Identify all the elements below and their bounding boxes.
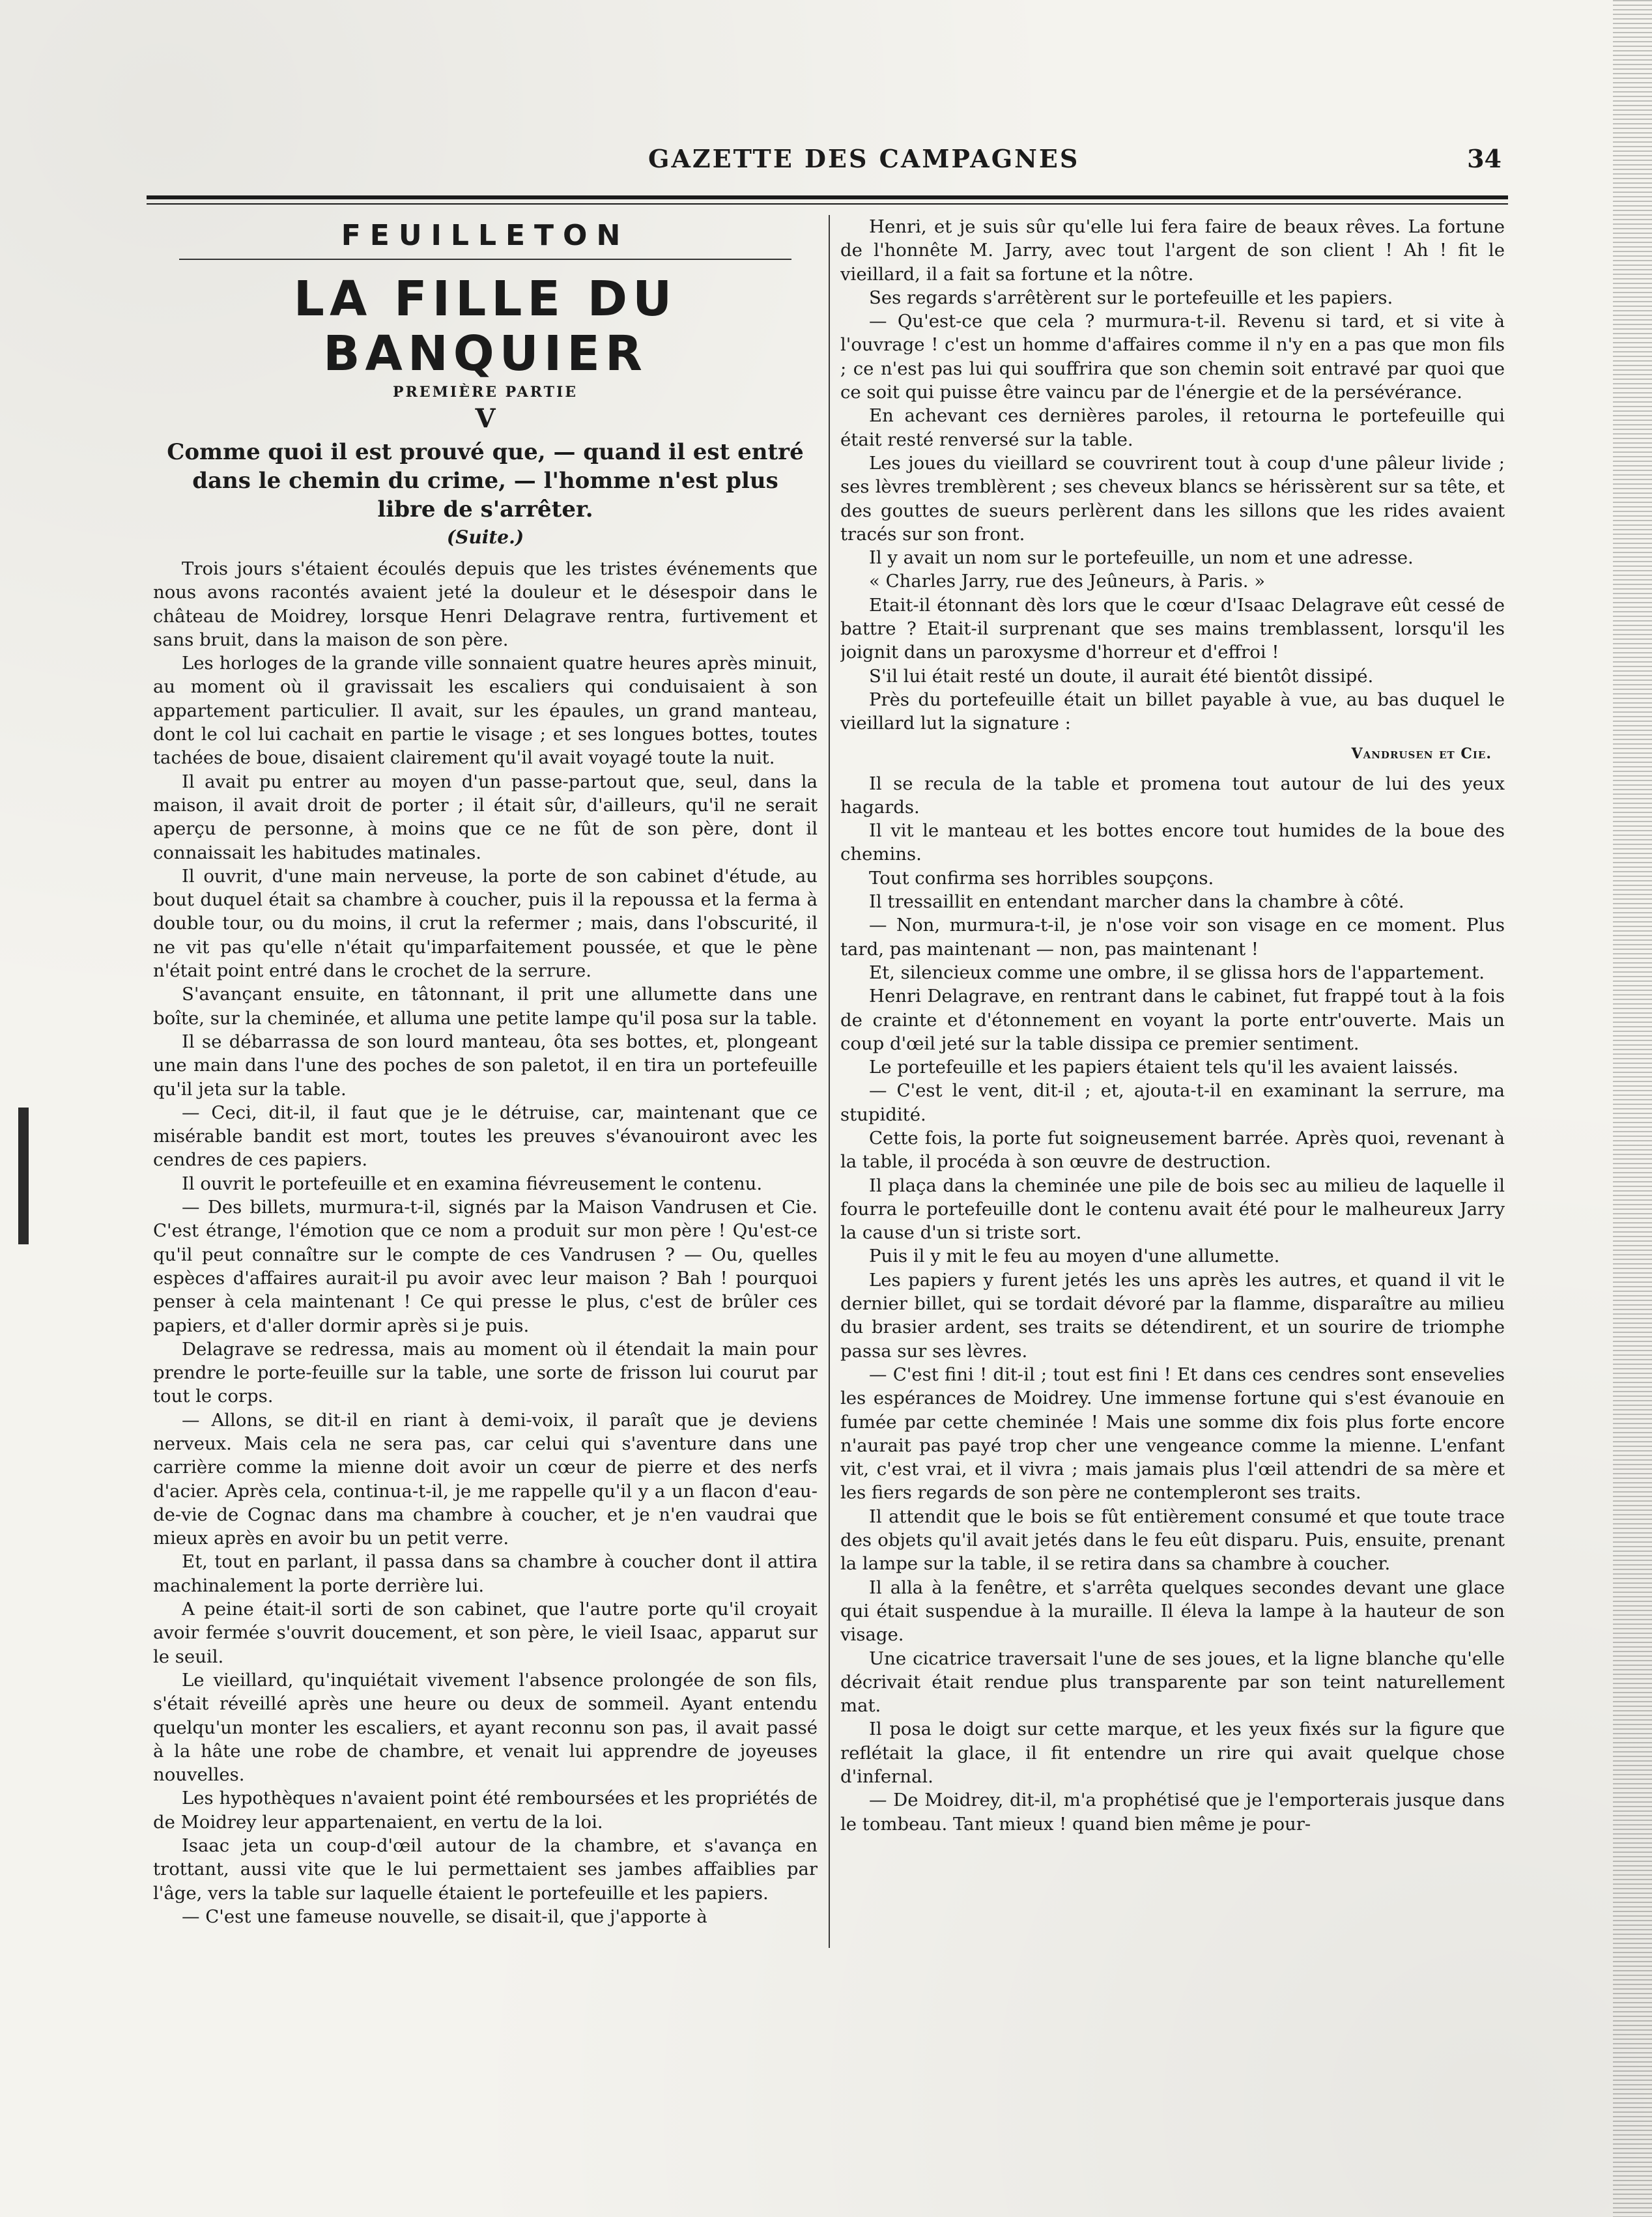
header-rule — [147, 195, 1508, 199]
paragraph: Il vit le manteau et les bottes encore tout humides de la boue des chemins. — [840, 820, 1505, 865]
left-column-body — [153, 557, 818, 1928]
paragraph: Il alla à la fenêtre, et s'arrêta quelques secondes devant une glace qui était suspendue à la muraille. Il éleva la lampe à la hauteur de son visage. — [840, 1577, 1505, 1646]
paragraph: Le vieillard, qu'inquiétait vivement l'absence prolongée de son fils, s'était réveillé après une heure ou deux de sommeil. Ayant entendu quelqu'un monter les escaliers, et ayant reconnu son pas, il avait passé à la hâte une robe de chambre, et venait lui apprendre de joyeuses nouvelles. — [153, 1669, 818, 1786]
paragraph: S'il lui était resté un doute, il aurait été bientôt dissipé. — [869, 665, 1374, 687]
paragraph: — Des billets, murmura-t-il, signés par la Maison Vandrusen et Cie. C'est étrange, l'émotion que ce nom a produit sur mon père ! Qu'est-ce qu'il peut connaître sur le compte de ces Vandrusen ? — Ou, quelles espèces d'affaires aurait-il pu avoir avec leur maison ? Bah ! pourquoi penser à cela maintenant ! Ce qui presse le plus, c'est de brûler ces papiers, et d'aller dormir après si je puis. — [153, 1197, 818, 1336]
paragraph: Delagrave se redressa, mais au moment où il étendait la main pour prendre le porte-feuille sur la table, une sorte de frisson lui courut par tout le corps. — [153, 1338, 818, 1407]
paragraph: Il attendit que le bois se fût entièrement consumé et que toute trace des objets qu'il avait jetés dans le feu eût disparu. Puis, ensuite, prenant la lampe sur la table, il se retira dans sa chambre à coucher. — [840, 1506, 1505, 1575]
paragraph: Il se recula de la table et promena tout autour de lui des yeux hagards. — [840, 773, 1505, 818]
column-divider — [829, 215, 830, 1948]
paragraph: Les horloges de la grande ville sonnaient quatre heures après minuit, au moment où il gravissait les escaliers qui conduisaient à son appartement particulier. Il avait, sur les épaules, un grand manteau, dont le col lui cachait en partie le visage ; et ses longues bottes, toutes tachées de boue, disaient clairement qu'il avait voyagé toute la nuit. — [153, 653, 818, 769]
paragraph: Il avait pu entrer au moyen d'un passe-partout que, seul, dans la maison, il avait droit de porter ; il était sûr, d'ailleurs, qu'il ne serait aperçu de personne, à moins que ce ne fût de son père, dont il connaissait les habitudes matinales. — [153, 771, 818, 863]
left-column — [153, 215, 818, 2156]
paragraph: Il tressaillit en entendant marcher dans la chambre à côté. — [869, 891, 1404, 913]
paragraph: Les papiers y furent jetés les uns après les autres, et quand il vit le dernier billet, qui se tordait dévoré par la flamme, disparaître au milieu du brasier ardent, ses traits se détendirent, et un sourire de triomphe passa sur ses lèvres. — [840, 1269, 1505, 1362]
paragraph: Etait-il étonnant dès lors que le cœur d'Isaac Delagrave eût cessé de battre ? Etait-il surprenant que ses mains tremblassent, lorsqu'il les joignit dans un paroxysme d'horreur et d'effroi ! — [840, 594, 1505, 663]
paragraph: — De Moidrey, dit-il, m'a prophétisé que je l'emporterais jusque dans le tombeau. Tant mieux ! quand bien même je pour- — [840, 1790, 1505, 1835]
feuilleton-label: FEUILLETON — [341, 219, 630, 252]
paragraph: Il se débarrassa de son lourd manteau, ôta ses bottes, et, plongeant une main dans l'une des poches de son paletot, il en tira un portefeuille qu'il jeta sur la table. — [153, 1031, 818, 1100]
paragraph: Cette fois, la porte fut soigneusement barrée. Après quoi, revenant à la table, il procéda à son œuvre de destruction. — [840, 1127, 1505, 1173]
chapter-title: Comme quoi il est prouvé que, — quand il est entré dans le chemin du crime, — l'homme n'est plus libre de s'arrêter. — [167, 439, 804, 522]
scan-margin-mark — [18, 1108, 29, 1244]
paragraph: — Ceci, dit-il, il faut que je le détruise, car, maintenant que ce misérable bandit est mort, toutes les preuves s'évanouiront avec les cendres de ces papiers. — [153, 1102, 818, 1171]
paragraph: — Non, murmura-t-il, je n'ose voir son visage en ce moment. Plus tard, pas maintenant — non, pas maintenant ! — [840, 915, 1505, 960]
right-column-body-2 — [840, 772, 1505, 1836]
paragraph: Henri Delagrave, en rentrant dans le cabinet, fut frappé tout à la fois de crainte et d'étonnement en voyant la porte entr'ouverte. Mais un coup d'œil jeté sur la table dissipa ce premier sentiment. — [840, 986, 1505, 1054]
paragraph: Et, silencieux comme une ombre, il se glissa hors de l'appartement. — [869, 962, 1485, 983]
paragraph: Il plaça dans la cheminée une pile de bois sec au milieu de laquelle il fourra le portefeuille dont le contenu avait été pour le malheureux Jarry la cause d'un si triste sort. — [840, 1175, 1505, 1244]
feuilleton-rule — [179, 259, 791, 260]
part-label: PREMIÈRE PARTIE — [392, 384, 578, 401]
paragraph: — Qu'est-ce que cela ? murmura-t-il. Revenu si tard, et si vite à l'ouvrage ! c'est un homme d'affaires comme il n'y en a pas que mon fils ; ce n'est pas lui qui souffrira que son chemin soit entravé par quoi que ce soit qui puisse être vaincu par de l'énergie et de la persévérance. — [840, 311, 1505, 403]
paragraph: En achevant ces dernières paroles, il retourna le portefeuille qui était resté renversé sur la table. — [840, 405, 1505, 450]
paragraph: Il ouvrit, d'une main nerveuse, la porte de son cabinet d'étude, au bout duquel était sa chambre à coucher, puis il la repoussa et la ferma à double tour, ou du moins, il crut la refermer ; mais, dans l'obscurité, il ne vit pas qu'elle n'était qu'imparfaitement poussée, et que le pène n'était point entré dans le crochet de la serrure. — [153, 865, 818, 982]
suite-label: (Suite.) — [446, 526, 524, 548]
page-number: 34 — [1467, 144, 1502, 173]
right-column — [840, 215, 1505, 2156]
chapter-number: V — [475, 403, 496, 434]
paragraph: Une cicatrice traversait l'une de ses joues, et la ligne blanche qu'elle décrivait était rendue plus transparente par son teint naturellement mat. — [840, 1648, 1505, 1717]
header-rule-thin — [147, 203, 1508, 205]
paragraph: S'avançant ensuite, en tâtonnant, il prit une allumette dans une boîte, sur la cheminée, et alluma une petite lampe qu'il posa sur la table. — [153, 984, 818, 1029]
paragraph: Le portefeuille et les papiers étaient tels qu'il les avaient laissés. — [869, 1057, 1459, 1078]
paragraph: — C'est le vent, dit-il ; et, ajouta-t-il en examinant la serrure, ma stupidité. — [840, 1080, 1505, 1125]
paragraph: A peine était-il sorti de son cabinet, que l'autre porte qu'il croyait avoir fermée s'ouvrit doucement, et son père, le vieil Isaac, apparut sur le seuil. — [153, 1599, 818, 1667]
gazette-title: GAZETTE DES CAMPAGNES — [648, 144, 1080, 173]
paragraph: Henri, et je suis sûr qu'elle lui fera faire de beaux rêves. La fortune de l'honnête M. Jarry, avec tout l'argent de son client ! Ah ! fit le vieillard, il a fait sa fortune et la nôtre. — [840, 216, 1505, 285]
paragraph: Il posa le doigt sur cette marque, et les yeux fixés sur la figure que reflétait la glace, il fit entendre un rire qui avait quelque chose d'infernal. — [840, 1719, 1505, 1787]
paragraph: — C'est fini ! dit-il ; tout est fini ! Et dans ces cendres sont ensevelies les espérances de Moidrey. Une immense fortune qui s'est évanouie en fumée par cette cheminée ! Mais une somme dix fois plus forte encore n'aurait pas payé trop cher une vengeance comme la mienne. L'enfant vit, c'est vrai, et il vivra ; mais jamais plus l'œil attendri de sa mère et les fiers regards de son père ne contempleront ses traits. — [840, 1364, 1505, 1504]
paragraph: Il y avait un nom sur le portefeuille, un nom et une adresse. — [869, 547, 1414, 569]
paragraph: Les joues du vieillard se couvrirent tout à coup d'une pâleur livide ; ses lèvres tremblèrent ; ses cheveux blancs se hérissèrent sur sa tête, et des gouttes de sueurs perlèrent dans les sillons que les rides avaient tracés sur son front. — [840, 452, 1505, 545]
paragraph: Il ouvrit le portefeuille et en examina fiévreusement le contenu. — [182, 1173, 763, 1194]
paragraph: « Charles Jarry, rue des Jeûneurs, à Paris. » — [869, 571, 1266, 592]
paragraph: Isaac jeta un coup-d'œil autour de la chambre, et s'avança en trottant, aussi vite que le lui permettaient ses jambes affaiblies par l'âge, vers la table sur laquelle étaient le portefeuille et les papiers. — [153, 1835, 818, 1904]
paragraph: Et, tout en parlant, il passa dans sa chambre à coucher dont il attira machinalement la porte derrière lui. — [153, 1551, 818, 1596]
story-title: LA FILLE DU BANQUIER — [293, 271, 677, 382]
paragraph: Les hypothèques n'avaient point été remboursées et les propriétés de de Moidrey leur appartenaient, en vertu de la loi. — [153, 1788, 818, 1833]
scan-edge-noise — [1613, 0, 1652, 2217]
paragraph: Trois jours s'étaient écoulés depuis que les tristes événements que nous avons racontés avaient jeté la douleur et le désespoir dans le château de Moidrey, lorsque Henri Delagrave rentra, furtivement et sans bruit, dans la maison de son père. — [153, 558, 818, 650]
page-header — [147, 140, 1502, 179]
right-column-body-1 — [840, 215, 1505, 736]
paragraph: — C'est une fameuse nouvelle, se disait-il, que j'apporte à — [182, 1906, 707, 1927]
paragraph: Ses regards s'arrêtèrent sur le portefeuille et les papiers. — [869, 287, 1393, 308]
signature: Vandrusen et Cie. — [1351, 745, 1492, 762]
paragraph: Puis il y mit le feu au moyen d'une allumette. — [869, 1246, 1280, 1267]
paragraph: Tout confirma ses horribles soupçons. — [869, 867, 1214, 889]
paragraph: — Allons, se dit-il en riant à demi-voix, il paraît que je deviens nerveux. Mais cela ne sera pas, car celui qui s'aventure dans une carrière comme la mienne doit avoir un cœur de pierre et des nerfs d'acier. Après cela, continua-t-il, je me rappelle qu'il y a un flacon d'eau-de-vie de Cognac dans ma chambre à coucher, et je n'en vaudrai que mieux après en avoir bu un petit verre. — [153, 1409, 818, 1549]
paragraph: Près du portefeuille était un billet payable à vue, au bas duquel le vieillard lut la signature : — [840, 689, 1505, 734]
